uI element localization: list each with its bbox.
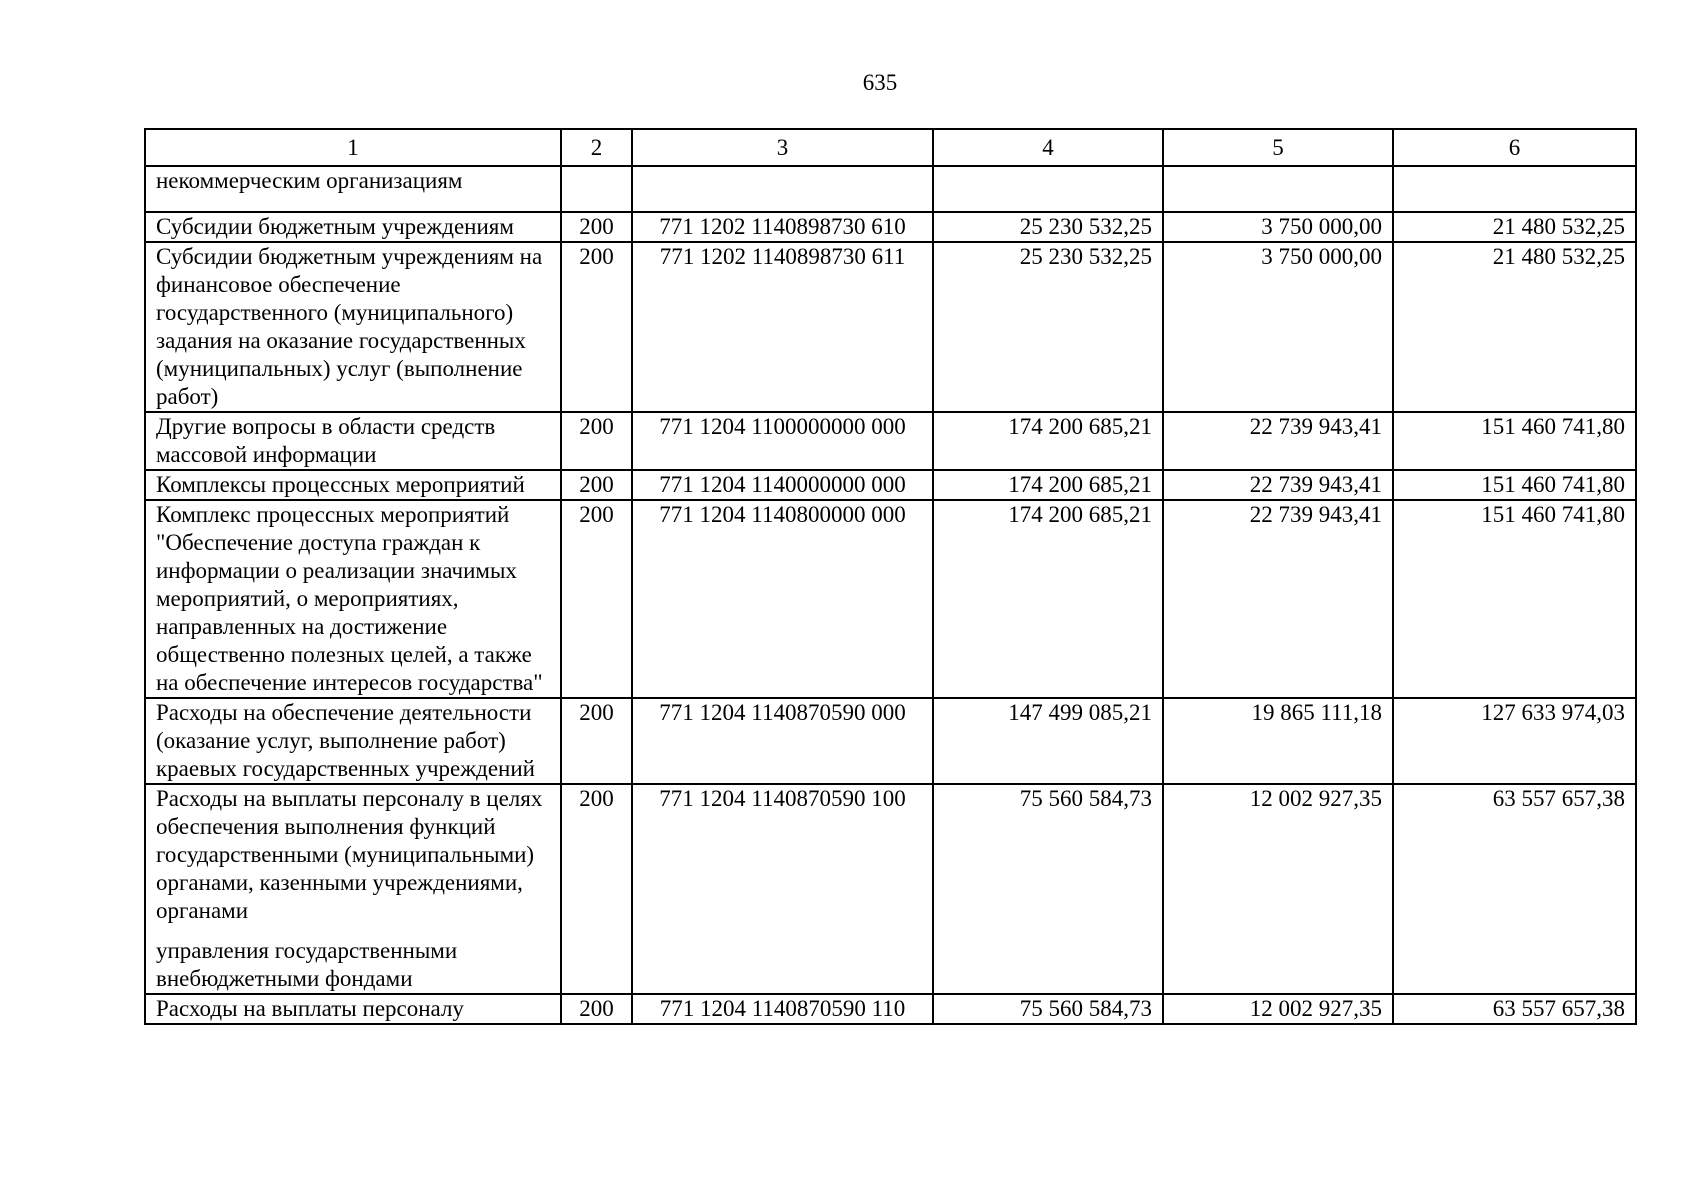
page-number: 635	[862, 70, 898, 95]
column-header-4: 4	[933, 129, 1163, 166]
row-name-part-2: управления государственными внебюджетными фондами	[156, 938, 458, 991]
row-value-5-cell: 19 865 111,18	[1163, 698, 1393, 784]
row-value-5-cell: 22 739 943,41	[1163, 412, 1393, 470]
row-value-6-cell: 151 460 741,80	[1393, 470, 1636, 500]
row-code-cell: 771 1204 1140870590 110	[632, 994, 933, 1024]
column-header-2: 2	[561, 129, 632, 166]
table-row	[145, 994, 1636, 1024]
row-value-6-cell: 21 480 532,25	[1393, 212, 1636, 242]
table-row	[145, 242, 1636, 412]
row-value-5-cell: 22 739 943,41	[1163, 470, 1393, 500]
row-value-4-cell	[933, 166, 1163, 212]
row-code-cell: 771 1204 1140000000 000	[632, 470, 933, 500]
table-row	[145, 212, 1636, 242]
row-kind-cell: 200	[561, 212, 632, 242]
row-value-4-cell: 147 499 085,21	[933, 698, 1163, 784]
column-header-5: 5	[1163, 129, 1393, 166]
table-row	[145, 166, 1636, 212]
row-code-cell: 771 1204 1140870590 000	[632, 698, 933, 784]
row-kind-cell: 200	[561, 994, 632, 1024]
budget-table	[144, 128, 1637, 1025]
row-value-5-cell: 22 739 943,41	[1163, 500, 1393, 698]
row-code-cell: 771 1204 1140800000 000	[632, 500, 933, 698]
table-row	[145, 784, 1636, 994]
row-kind-cell: 200	[561, 784, 632, 994]
row-name-cell: некоммерческим организациям	[145, 166, 561, 212]
row-name-cell: Другие вопросы в области средств массовой информации	[145, 412, 561, 470]
row-code-cell: 771 1202 1140898730 611	[632, 242, 933, 412]
row-name-cell: Субсидии бюджетным учреждениям	[145, 212, 561, 242]
row-value-6-cell: 63 557 657,38	[1393, 994, 1636, 1024]
column-header-3: 3	[632, 129, 933, 166]
row-name-cell: Субсидии бюджетным учреждениям на финансовое обеспечение государственного (муниципального) задания на оказание государственных (муниципальных) услуг (выполнение работ)	[145, 242, 561, 412]
table-header	[145, 129, 1636, 166]
row-value-6-cell: 127 633 974,03	[1393, 698, 1636, 784]
row-value-5-cell: 3 750 000,00	[1163, 242, 1393, 412]
table-row	[145, 500, 1636, 698]
row-name-cell: Расходы на выплаты персоналу	[145, 994, 561, 1024]
row-code-cell: 771 1204 1100000000 000	[632, 412, 933, 470]
row-name-cell: Комплексы процессных мероприятий	[145, 470, 561, 500]
row-kind-cell: 200	[561, 470, 632, 500]
table-row	[145, 412, 1636, 470]
row-kind-cell	[561, 166, 632, 212]
column-header-1: 1	[145, 129, 561, 166]
row-code-cell: 771 1202 1140898730 610	[632, 212, 933, 242]
row-value-5-cell	[1163, 166, 1393, 212]
table-row	[145, 698, 1636, 784]
row-value-4-cell: 25 230 532,25	[933, 212, 1163, 242]
row-code-cell: 771 1204 1140870590 100	[632, 784, 933, 994]
row-value-6-cell: 63 557 657,38	[1393, 784, 1636, 994]
row-name-cell: Комплекс процессных мероприятий "Обеспечение доступа граждан к информации о реализации значимых мероприятий, о мероприятиях, направленных на достижение общественно полезных целей, а также на обеспечение интересов государства"	[145, 500, 561, 698]
row-value-4-cell: 25 230 532,25	[933, 242, 1163, 412]
row-name-part-1: Расходы на выплаты персоналу в целях обеспечения выполнения функций государственными (муниципальными) органами, казенными учреждениями, органами	[156, 786, 543, 923]
row-value-4-cell: 75 560 584,73	[933, 784, 1163, 994]
header-row	[145, 129, 1636, 166]
row-value-4-cell: 174 200 685,21	[933, 470, 1163, 500]
table-body	[145, 166, 1636, 1024]
row-code-cell	[632, 166, 933, 212]
row-kind-cell: 200	[561, 698, 632, 784]
row-value-4-cell: 174 200 685,21	[933, 500, 1163, 698]
row-value-6-cell: 21 480 532,25	[1393, 242, 1636, 412]
row-value-6-cell: 151 460 741,80	[1393, 412, 1636, 470]
row-value-6-cell: 151 460 741,80	[1393, 500, 1636, 698]
row-kind-cell: 200	[561, 242, 632, 412]
row-kind-cell: 200	[561, 500, 632, 698]
row-value-5-cell: 3 750 000,00	[1163, 212, 1393, 242]
column-header-6: 6	[1393, 129, 1636, 166]
row-value-5-cell: 12 002 927,35	[1163, 994, 1393, 1024]
table-row	[145, 470, 1636, 500]
row-value-4-cell: 174 200 685,21	[933, 412, 1163, 470]
row-value-6-cell	[1393, 166, 1636, 212]
row-kind-cell: 200	[561, 412, 632, 470]
row-name-cell: Расходы на обеспечение деятельности (оказание услуг, выполнение работ) краевых государственных учреждений	[145, 698, 561, 784]
row-value-4-cell: 75 560 584,73	[933, 994, 1163, 1024]
row-name-cell	[145, 784, 561, 994]
page-break-gap	[156, 925, 550, 937]
row-value-5-cell: 12 002 927,35	[1163, 784, 1393, 994]
